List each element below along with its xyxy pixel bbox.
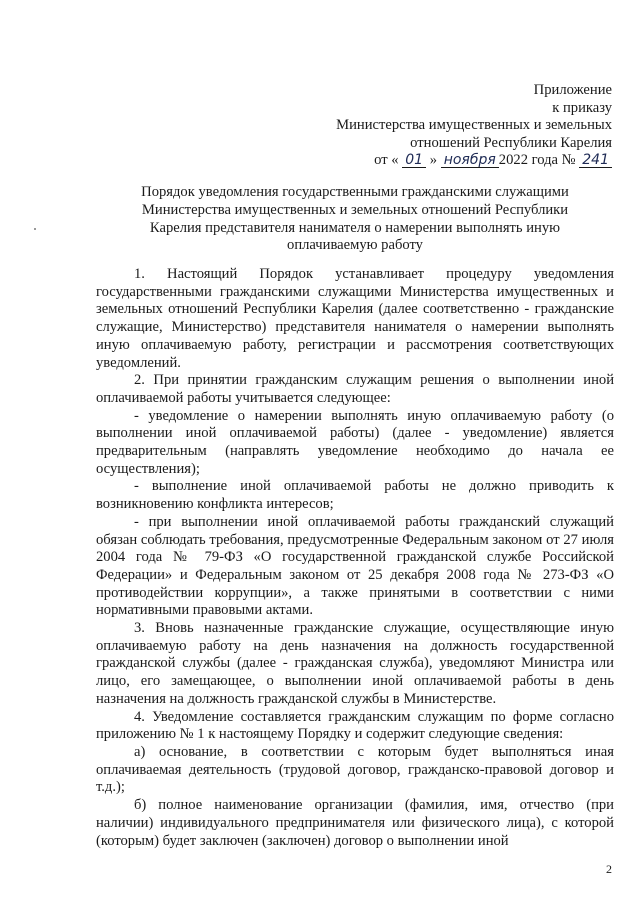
date-mid: » — [429, 152, 438, 169]
appendix-line-3: Министерства имущественных и земельных — [336, 117, 612, 134]
title-line-3: Карелия представителя нанимателя о намерении выполнять иную — [149, 219, 561, 236]
appendix-line-4: отношений Республики Карелия — [410, 134, 612, 151]
date-year: 2022 года № — [498, 152, 576, 169]
title-line-4: оплачиваемую работу — [287, 237, 423, 254]
title-line-2: Министерства имущественных и земельных отношений Республики — [141, 201, 569, 218]
appendix-date-line — [336, 152, 612, 170]
paragraph-2-item-3: - при выполнении иной оплачиваемой работы гражданский служащий обязан соблюдать требования, предусмотренные Федеральным законом от 27 июля 2004 года № 79-ФЗ «О государственной гражданской службе Российской Федерации» и Федеральным законом от 25 декабря 2008 года № 273-ФЗ «О противодействии коррупции», а также принятыми в соответствии с ними нормативными правовыми актами. — [96, 513, 614, 619]
date-month-handwritten: ноября — [441, 153, 499, 168]
appendix-header — [336, 82, 612, 170]
scan-speck — [34, 228, 36, 230]
paragraph-3: 3. Вновь назначенные гражданские служащие, осуществляющие иную оплачиваемую работу на день назначения на должность государственной гражданской службы (далее - гражданская служба), уведомляют Министра или лицо, его замещающее, о выполнении иной оплачиваемой работы в день назначения на должность гражданской службы в Министерстве. — [96, 620, 614, 707]
paragraph-4-item-a: а) основание, в соответствии с которым будет выполняться иная оплачиваемая деятельность (трудовой договор, гражданско-правовой договор и т.д.); — [96, 743, 614, 796]
document-body — [96, 266, 614, 850]
document-title — [96, 184, 614, 255]
paragraph-4-item-b: б) полное наименование организации (фамилия, имя, отчество (при наличии) индивидуального предпринимателя или физического лица), с которой (которым) будет заключен (заключен) договор о выполнении иной — [96, 797, 614, 849]
appendix-line-1: Приложение — [533, 82, 612, 98]
paragraph-1: 1. Настоящий Порядок устанавливает процедуру уведомления государственными гражданскими служащими Министерства имущественных и земельных отношений Республики Карелия (далее соответственно - гражданские служащие, Министерство) представителя нанимателя о намерении выполнять иную оплачиваемую работу, регистрации и рассмотрения соответствующих уведомлений. — [96, 266, 614, 371]
paragraph-2: 2. При принятии гражданским служащим решения о выполнении иной оплачиваемой работы учитывается следующее: — [96, 372, 614, 406]
paragraph-4: 4. Уведомление составляется гражданским служащим по форме согласно приложению № 1 к настоящему Порядку и содержит следующие сведения: — [96, 708, 614, 743]
appendix-line-2: к приказу — [552, 99, 612, 116]
date-prefix: от « — [374, 152, 399, 169]
paragraph-2-item-2: - выполнение иной оплачиваемой работы не должно приводить к возникновению конфликта интересов; — [96, 478, 614, 513]
page-number: 2 — [606, 862, 612, 876]
date-day-handwritten: 01 — [402, 153, 426, 168]
title-line-1: Порядок уведомления государственными гражданскими служащими — [141, 184, 569, 200]
paragraph-2-item-1: - уведомление о намерении выполнять иную оплачиваемую работу (о выполнении иной оплачиваемой работы) (далее - уведомление) является предварительным (направлять уведомление необходимо до начала ее осуществления); — [96, 407, 614, 477]
order-number-handwritten: 241 — [579, 153, 612, 168]
